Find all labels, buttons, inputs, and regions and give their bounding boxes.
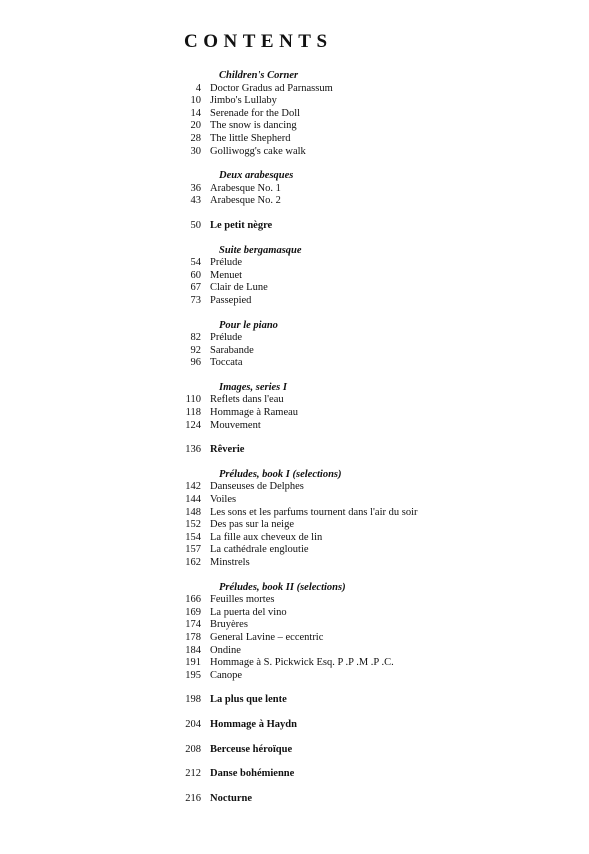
toc-section <box>0 744 589 757</box>
entry-title: Nocturne <box>210 792 252 804</box>
page-number: 195 <box>185 669 201 681</box>
toc-entry[interactable] <box>0 394 589 407</box>
entry-title: La plus que lente <box>210 694 287 706</box>
page-number: 82 <box>190 332 201 344</box>
page-number: 110 <box>185 394 201 406</box>
toc-entry[interactable] <box>0 544 589 557</box>
page-number: 208 <box>185 743 201 755</box>
page-number: 124 <box>185 419 201 431</box>
toc-entry[interactable] <box>0 645 589 658</box>
toc-section <box>0 382 589 432</box>
page-number: 144 <box>185 494 201 506</box>
toc-entry[interactable] <box>0 719 589 732</box>
entry-title: Arabesque No. 1 <box>210 182 281 194</box>
page-title: CONTENTS <box>184 31 333 52</box>
toc-section <box>0 793 589 806</box>
entry-title: Le petit nègre <box>210 219 273 231</box>
section-heading: Pour le piano <box>219 319 278 331</box>
toc-entry[interactable] <box>0 83 589 96</box>
toc-section <box>0 444 589 457</box>
entry-title: Prélude <box>210 332 243 344</box>
toc-entry[interactable] <box>0 195 589 208</box>
entry-title: Des pas sur la neige <box>210 519 294 531</box>
toc-entry[interactable] <box>0 295 589 308</box>
toc-entry[interactable] <box>0 133 589 146</box>
page-number: 14 <box>190 107 201 119</box>
toc-entry[interactable] <box>0 557 589 570</box>
page-number: 36 <box>190 182 201 194</box>
toc-entry[interactable] <box>0 220 589 233</box>
entry-title: La puerta del vino <box>210 606 287 618</box>
section-heading: Préludes, book II (selections) <box>219 581 346 593</box>
entry-title: Sarabande <box>210 344 254 356</box>
section-heading: Préludes, book I (selections) <box>219 468 342 480</box>
page-number: 216 <box>185 792 201 804</box>
page-number: 60 <box>190 269 201 281</box>
entry-title: Clair de Lune <box>210 282 268 294</box>
toc-section <box>0 220 589 233</box>
toc-entry[interactable] <box>0 481 589 494</box>
page-number: 4 <box>195 82 201 94</box>
page-number: 118 <box>185 407 201 419</box>
toc-section <box>0 245 589 308</box>
entry-title: Ondine <box>210 644 241 656</box>
page-number: 67 <box>190 282 201 294</box>
entry-title: Canope <box>210 669 243 681</box>
entry-title: Feuilles mortes <box>210 594 275 606</box>
page-number: 10 <box>190 95 201 107</box>
toc-entry[interactable] <box>0 507 589 520</box>
page-number: 198 <box>185 694 201 706</box>
toc-entry[interactable] <box>0 108 589 121</box>
entry-title: Rêverie <box>210 444 245 456</box>
entry-title: Hommage à Haydn <box>210 718 297 730</box>
toc-section <box>0 768 589 781</box>
section-heading: Suite bergamasque <box>219 244 302 256</box>
toc-entry[interactable] <box>0 632 589 645</box>
toc-entry[interactable] <box>0 270 589 283</box>
page-number: 136 <box>185 444 201 456</box>
toc-entry[interactable] <box>0 519 589 532</box>
entry-title: Reflets dans l'eau <box>210 394 284 406</box>
table-of-contents <box>0 70 589 805</box>
entry-title: La fille aux cheveux de lin <box>210 531 323 543</box>
entry-title: La cathédrale engloutie <box>210 544 309 556</box>
entry-title: General Lavine – eccentric <box>210 631 324 643</box>
toc-entry[interactable] <box>0 694 589 707</box>
toc-entry[interactable] <box>0 420 589 433</box>
toc-entry[interactable] <box>0 146 589 159</box>
toc-entry[interactable] <box>0 332 589 345</box>
entry-title: Hommage à Rameau <box>210 407 299 419</box>
page-number: 157 <box>185 544 201 556</box>
section-heading: Images, series I <box>219 381 287 393</box>
toc-entry[interactable] <box>0 357 589 370</box>
toc-entry[interactable] <box>0 619 589 632</box>
entry-title: Danse bohémienne <box>210 768 295 780</box>
page-number: 20 <box>190 120 201 132</box>
page-number: 212 <box>185 768 201 780</box>
toc-entry[interactable] <box>0 407 589 420</box>
toc-entry[interactable] <box>0 768 589 781</box>
toc-entry[interactable] <box>0 744 589 757</box>
page-number: 142 <box>185 481 201 493</box>
entry-title: The little Shepherd <box>210 132 291 144</box>
toc-entry[interactable] <box>0 657 589 670</box>
page-number: 174 <box>185 619 201 631</box>
toc-section <box>0 70 589 158</box>
page-number: 162 <box>185 557 201 568</box>
toc-entry[interactable] <box>0 494 589 507</box>
toc-section <box>0 694 589 707</box>
toc-entry[interactable] <box>0 607 589 620</box>
page-number: 184 <box>185 644 201 656</box>
page-number: 152 <box>185 519 201 531</box>
page-number: 43 <box>190 195 201 207</box>
entry-title: Prélude <box>210 257 243 269</box>
section-heading: Deux arabesques <box>219 170 294 182</box>
page-number: 166 <box>185 594 201 606</box>
entry-title: The snow is dancing <box>210 120 297 132</box>
entry-title: Arabesque No. 2 <box>210 195 281 207</box>
page-number: 50 <box>190 219 201 231</box>
entry-title: Minstrels <box>210 557 250 568</box>
toc-entry[interactable] <box>0 282 589 295</box>
toc-section <box>0 469 589 570</box>
section-heading: Children's Corner <box>219 70 299 81</box>
page-number: 28 <box>190 132 201 144</box>
toc-entry[interactable] <box>0 257 589 270</box>
page-number: 30 <box>190 145 201 157</box>
entry-title: Danseuses de Delphes <box>210 481 304 493</box>
page-number: 96 <box>190 357 201 369</box>
toc-section <box>0 170 589 208</box>
entry-title: Serenade for the Doll <box>210 107 301 119</box>
entry-title: Voiles <box>210 494 237 506</box>
page-number: 54 <box>190 257 201 269</box>
page-number: 154 <box>185 531 201 543</box>
entry-title: Toccata <box>210 357 243 369</box>
entry-title: Golliwogg's cake walk <box>210 145 306 157</box>
entry-title: Berceuse héroïque <box>210 743 293 755</box>
toc-entry[interactable] <box>0 532 589 545</box>
entry-title: Mouvement <box>210 419 261 431</box>
toc-entry[interactable] <box>0 95 589 108</box>
toc-entry[interactable] <box>0 670 589 683</box>
entry-title: Menuet <box>210 269 243 281</box>
page-number: 169 <box>185 606 201 618</box>
toc-entry[interactable] <box>0 345 589 358</box>
entry-title: Les sons et les parfums tournent dans l'air du soir <box>210 506 418 518</box>
page-number: 92 <box>190 344 201 356</box>
page-number: 148 <box>185 506 201 518</box>
page-number: 73 <box>190 294 201 306</box>
toc-section <box>0 320 589 370</box>
page-number: 191 <box>185 657 201 669</box>
entry-title: Passepied <box>210 294 252 306</box>
toc-entry[interactable] <box>0 183 589 196</box>
entry-title: Bruyères <box>210 619 248 631</box>
entry-title: Doctor Gradus ad Parnassum <box>210 82 333 94</box>
page-number: 204 <box>185 718 201 730</box>
entry-title: Jimbo's Lullaby <box>210 95 277 107</box>
toc-entry[interactable] <box>0 120 589 133</box>
toc-entry[interactable] <box>0 444 589 457</box>
toc-section <box>0 719 589 732</box>
toc-section <box>0 582 589 683</box>
toc-entry[interactable] <box>0 594 589 607</box>
entry-title: Hommage à S. Pickwick Esq. P .P .M .P .C. <box>210 657 394 669</box>
page-number: 178 <box>185 631 201 643</box>
toc-entry[interactable] <box>0 793 589 806</box>
